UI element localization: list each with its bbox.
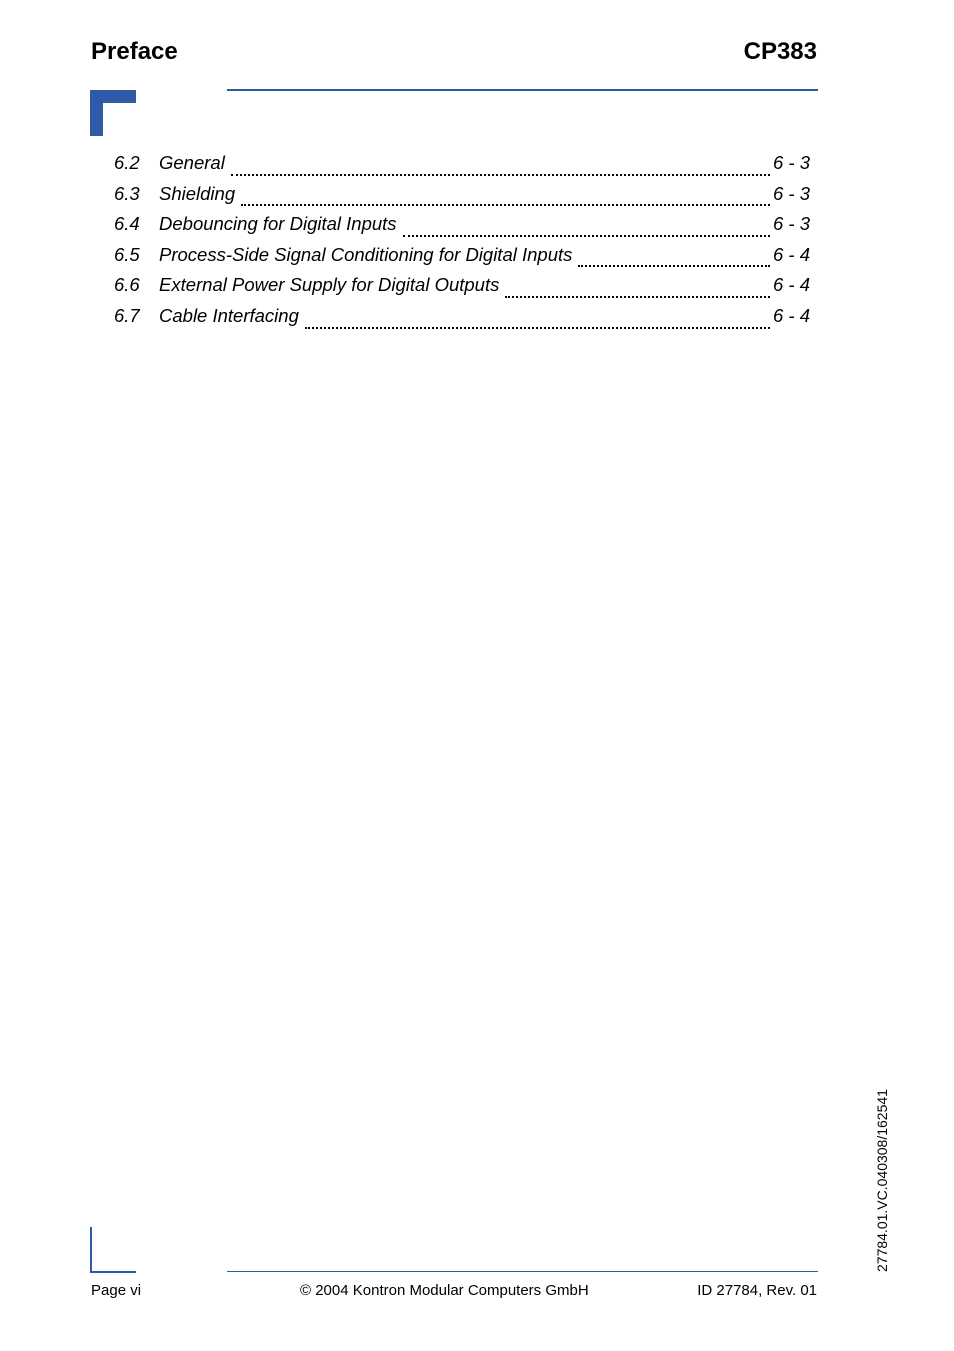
toc-entry[interactable] [114,152,810,183]
toc-entry-number: 6.7 [114,304,140,326]
toc-entry-number: 6.6 [114,274,140,296]
footer-corner-vertical [90,1227,92,1273]
toc-entry[interactable] [114,244,810,275]
toc-entry-page: 6 - 3 [772,213,810,235]
toc-entry[interactable] [114,213,810,244]
footer-copyright: © 2004 Kontron Modular Computers GmbH [300,1282,589,1299]
toc-entry-page: 6 - 3 [772,182,810,204]
header-rule [227,89,818,91]
toc-entry-number: 6.2 [114,152,140,173]
toc-dot-leader [578,265,770,267]
footer-document-id: ID 27784, Rev. 01 [697,1282,817,1299]
toc-entry-number: 6.4 [114,213,140,235]
toc-entry-title: Debouncing for Digital Inputs [159,213,397,235]
header-product-name: CP383 [743,38,817,65]
header-section-title: Preface [91,38,178,65]
toc-entry[interactable] [114,274,810,305]
toc-dot-leader [505,296,770,298]
footer-rule [227,1271,818,1272]
toc-entry-title: General [159,152,225,173]
toc-dot-leader [231,174,770,176]
toc-entry-title: Shielding [159,182,236,204]
toc-entry-title: Cable Interfacing [159,304,299,326]
toc-entry-title: Process-Side Signal Conditioning for Digital Inputs [159,243,573,265]
corner-mark-horizontal [90,90,136,103]
toc-entry-page: 6 - 4 [772,274,810,296]
toc-entry[interactable] [114,183,810,214]
toc-entry-page: 6 - 4 [772,304,810,326]
footer-corner-horizontal [90,1271,136,1273]
table-of-contents [114,152,810,336]
toc-entry-title: External Power Supply for Digital Outputs [159,274,500,296]
toc-dot-leader [403,235,770,237]
toc-entry-number: 6.3 [114,182,140,204]
toc-entry-number: 6.5 [114,243,140,265]
toc-dot-leader [241,204,770,206]
side-document-code: 27784.01.VC.040308/162541 [874,1089,890,1272]
toc-entry-page: 6 - 3 [772,152,810,173]
toc-entry[interactable] [114,305,810,336]
toc-entry-page: 6 - 4 [772,243,810,265]
footer-page-number: Page vi [91,1282,142,1299]
toc-dot-leader [305,327,770,329]
